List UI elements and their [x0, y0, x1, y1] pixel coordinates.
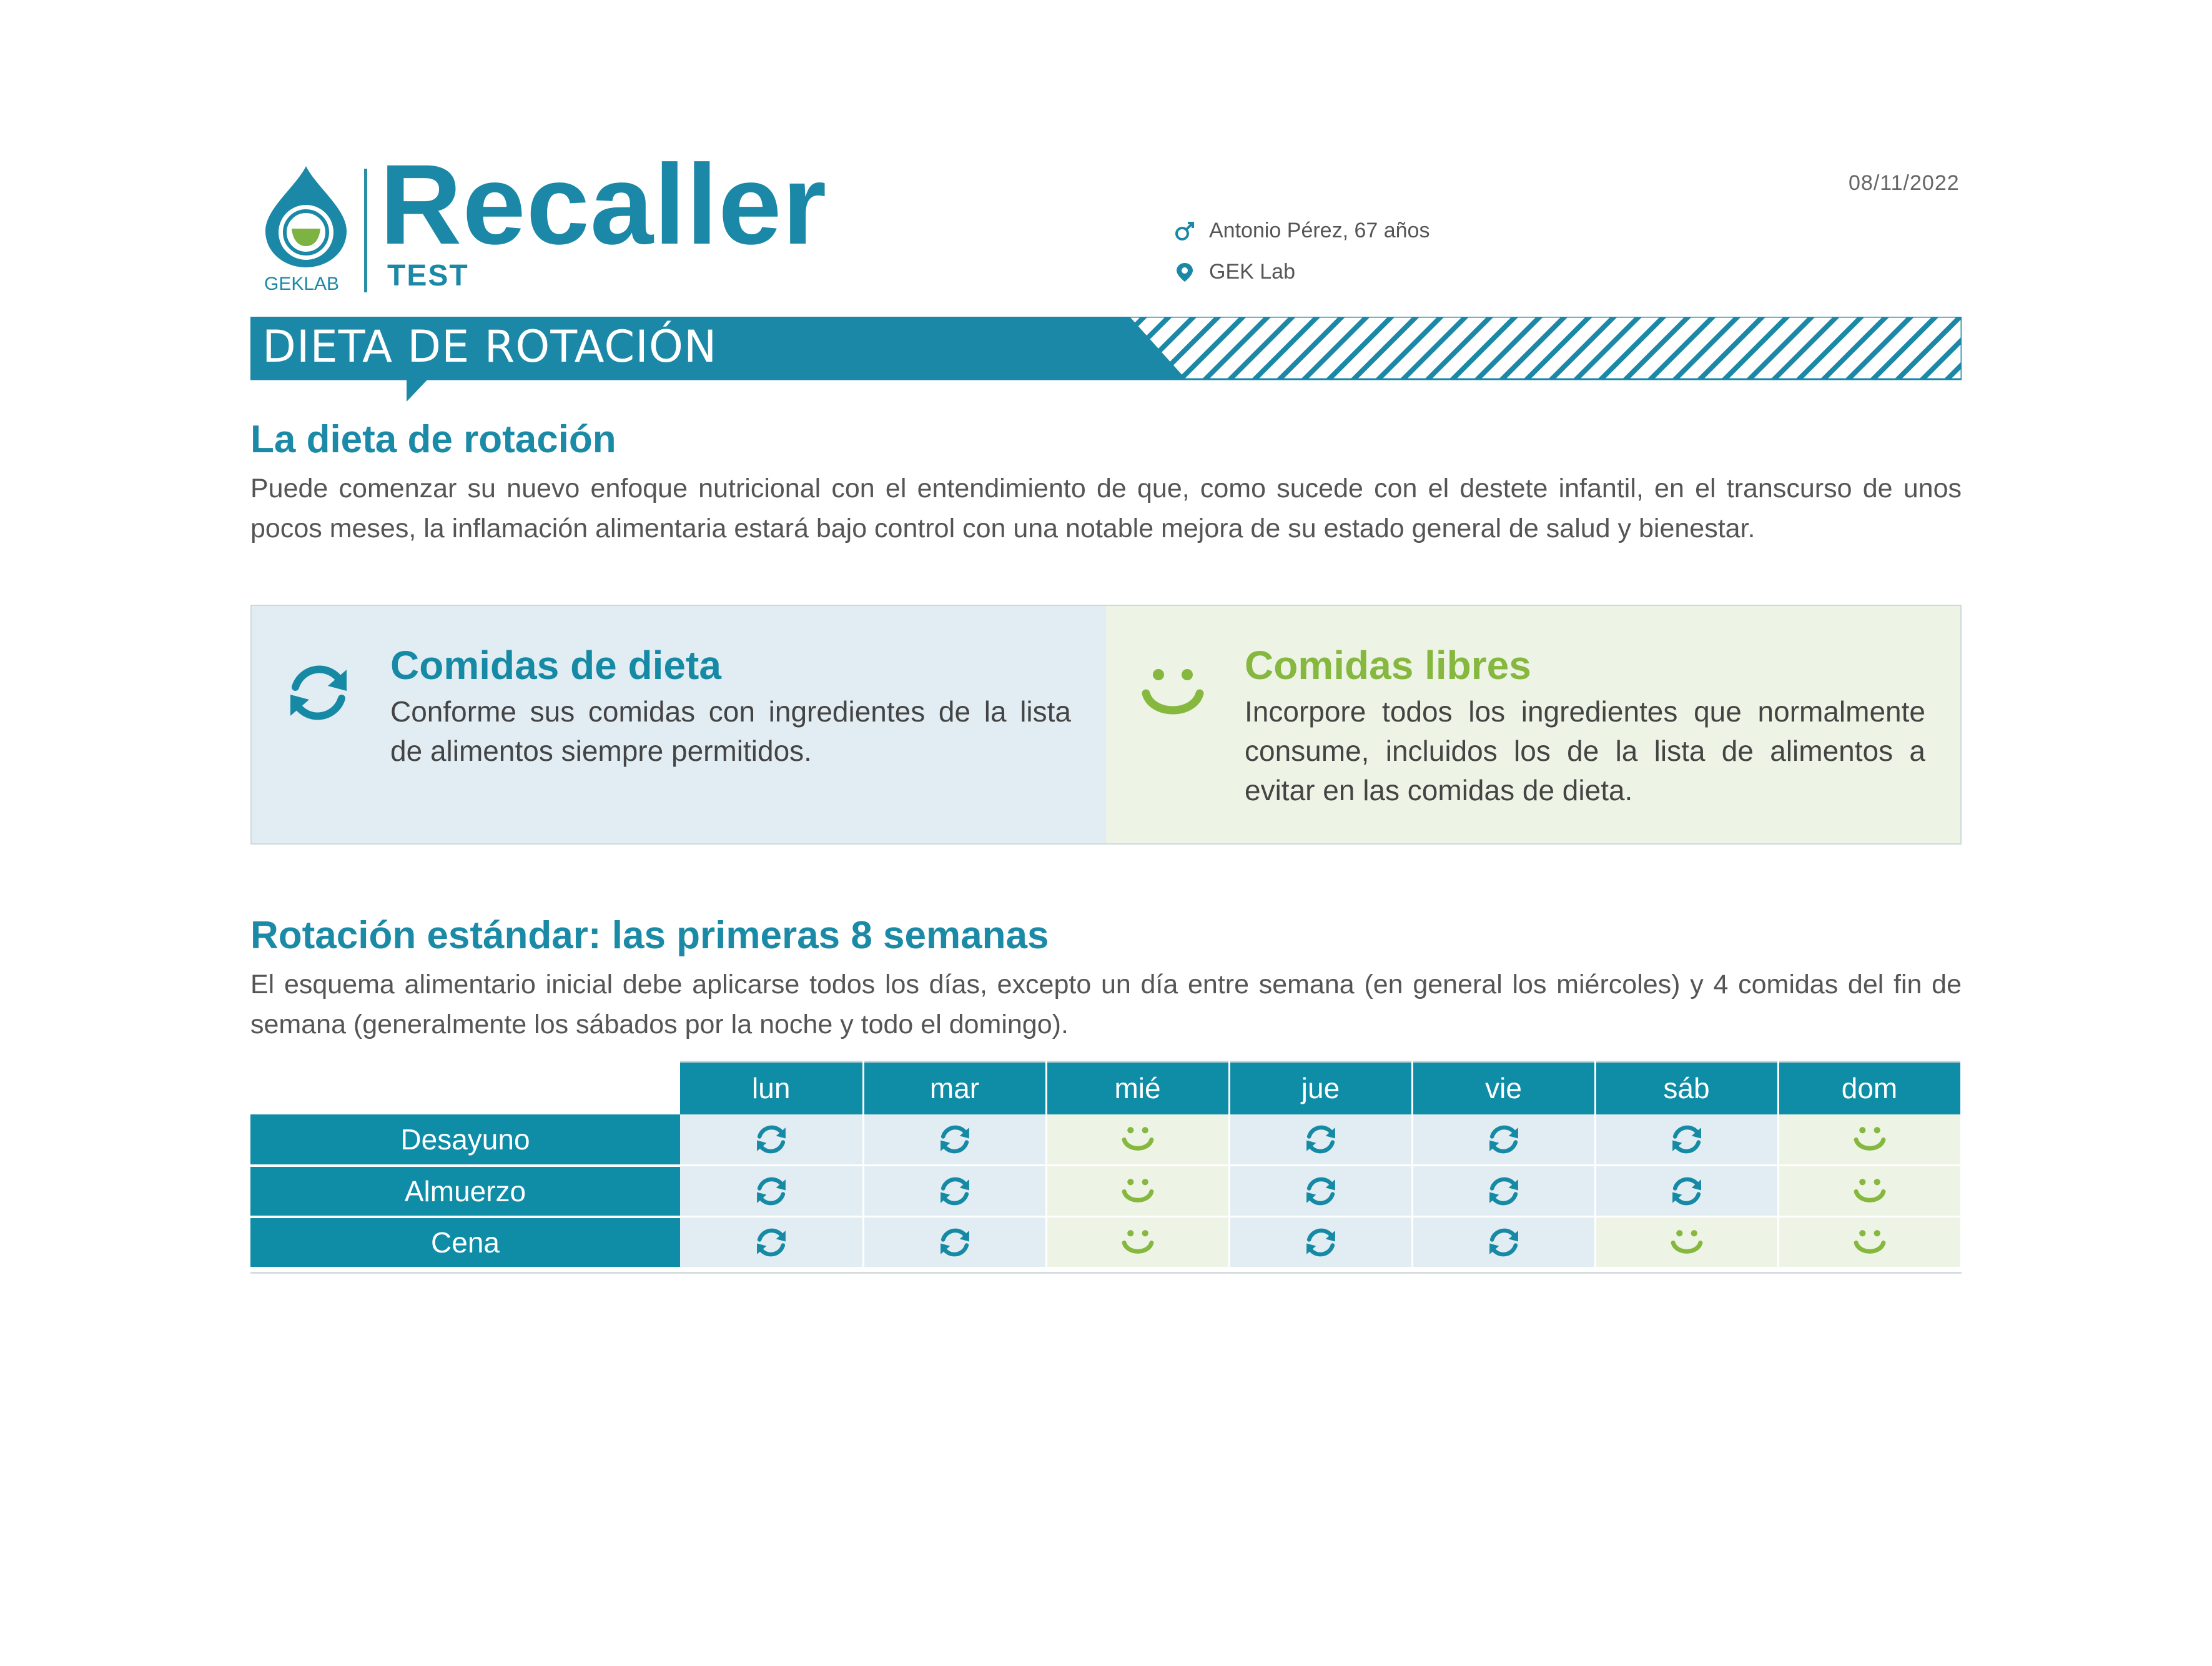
rotate-arrows-icon	[1669, 1174, 1704, 1209]
diet-meal-cell	[680, 1166, 863, 1217]
rotate-arrows-icon	[937, 1225, 972, 1260]
rotate-arrows-icon	[1303, 1122, 1338, 1157]
rotation-table	[250, 1061, 1962, 1269]
patient-name: Antonio Pérez, 67 años	[1209, 219, 1430, 242]
table-row	[250, 1217, 1961, 1268]
rotate-arrows-icon	[1669, 1122, 1704, 1157]
patient-info	[1174, 219, 1429, 243]
diet-meal-cell	[1229, 1166, 1412, 1217]
rotate-arrows-icon	[937, 1122, 972, 1157]
report-date: 08/11/2022	[1849, 171, 1960, 195]
day-header: mar	[863, 1062, 1046, 1114]
rotate-arrows-icon	[284, 658, 353, 727]
diet-meal-cell	[863, 1217, 1046, 1268]
male-icon	[1174, 221, 1195, 242]
diet-meals-box	[252, 606, 1106, 843]
day-header: sáb	[1595, 1062, 1778, 1114]
smile-icon	[1852, 1174, 1887, 1209]
table-row	[250, 1166, 1961, 1217]
geklab-logo-icon	[259, 164, 353, 270]
table-bottom-border	[250, 1272, 1962, 1274]
rotate-arrows-icon	[1486, 1174, 1521, 1209]
diet-meal-cell	[863, 1114, 1046, 1166]
diet-meal-cell	[1412, 1166, 1595, 1217]
smile-icon	[1852, 1122, 1887, 1157]
rotation-heading: Rotación estándar: las primeras 8 semanas	[250, 914, 1049, 957]
free-meal-cell	[1778, 1217, 1961, 1268]
diet-meal-cell	[680, 1217, 863, 1268]
smile-icon	[1120, 1174, 1155, 1209]
free-meals-text: Incorpore todos los ingredientes que normalmente consume, incluidos los de la lista de alimentos a evitar en las comidas de dieta.	[1245, 695, 1925, 807]
logo-separator	[364, 169, 367, 292]
intro-heading: La dieta de rotación	[250, 418, 616, 461]
smile-icon	[1120, 1225, 1155, 1260]
smile-icon	[1669, 1225, 1704, 1260]
brand-subtitle: TEST	[387, 259, 469, 292]
rotate-arrows-icon	[1303, 1174, 1338, 1209]
rotation-text: El esquema alimentario inicial debe aplicarse todos los días, excepto un día entre semana (en general los miércoles) y 4 comidas del fin de semana (generalmente los sábados por la noche y todo el domingo).	[250, 969, 1962, 1039]
rotate-arrows-icon	[754, 1122, 789, 1157]
brand-lab: GEKLAB	[264, 274, 340, 294]
diet-meal-cell	[1412, 1217, 1595, 1268]
table-row	[250, 1114, 1961, 1166]
rotate-arrows-icon	[754, 1174, 789, 1209]
diet-meal-cell	[1229, 1217, 1412, 1268]
location-pin-icon	[1174, 262, 1195, 283]
diet-meal-cell	[1229, 1114, 1412, 1166]
meal-label: Cena	[250, 1217, 680, 1268]
day-header: jue	[1229, 1062, 1412, 1114]
meal-types-panel	[250, 605, 1962, 845]
intro-text: Puede comenzar su nuevo enfoque nutricional con el entendimiento de que, como sucede con el destete infantil, en el transcurso de unos pocos meses, la inflamación alimentaria estará bajo control con una notable mejora de su estado general de salud y bienestar.	[250, 474, 1962, 543]
rotate-arrows-icon	[1486, 1225, 1521, 1260]
lab-name: GEK Lab	[1209, 260, 1295, 284]
free-meal-cell	[1778, 1166, 1961, 1217]
day-header: mié	[1046, 1062, 1229, 1114]
diet-meal-cell	[680, 1114, 863, 1166]
smile-icon	[1120, 1122, 1155, 1157]
day-header: dom	[1778, 1062, 1961, 1114]
section-title: DIETA DE ROTACIÓN	[262, 321, 718, 372]
table-header-row	[250, 1062, 1961, 1114]
table-corner	[250, 1062, 680, 1114]
free-meals-box	[1106, 606, 1960, 843]
free-meals-title: Comidas libres	[1245, 643, 1531, 688]
diet-meal-cell	[863, 1166, 1046, 1217]
day-header: vie	[1412, 1062, 1595, 1114]
diet-meals-title: Comidas de dieta	[390, 643, 721, 688]
meal-label: Desayuno	[250, 1114, 680, 1166]
table-body	[250, 1114, 1961, 1268]
smile-icon	[1138, 658, 1207, 727]
diet-meal-cell	[1595, 1114, 1778, 1166]
free-meal-cell	[1046, 1114, 1229, 1166]
free-meal-cell	[1046, 1166, 1229, 1217]
diet-meals-text: Conforme sus comidas con ingredientes de la lista de alimentos siempre permitidos.	[390, 695, 1071, 768]
brand-title: Recaller	[380, 141, 827, 268]
free-meal-cell	[1778, 1114, 1961, 1166]
meal-label: Almuerzo	[250, 1166, 680, 1217]
day-header: lun	[680, 1062, 863, 1114]
rotate-arrows-icon	[1303, 1225, 1338, 1260]
rotate-arrows-icon	[1486, 1122, 1521, 1157]
diet-meal-cell	[1412, 1114, 1595, 1166]
free-meal-cell	[1046, 1217, 1229, 1268]
diet-meal-cell	[1595, 1166, 1778, 1217]
smile-icon	[1852, 1225, 1887, 1260]
free-meal-cell	[1595, 1217, 1778, 1268]
rotate-arrows-icon	[754, 1225, 789, 1260]
lab-info	[1174, 260, 1295, 284]
rotate-arrows-icon	[937, 1174, 972, 1209]
